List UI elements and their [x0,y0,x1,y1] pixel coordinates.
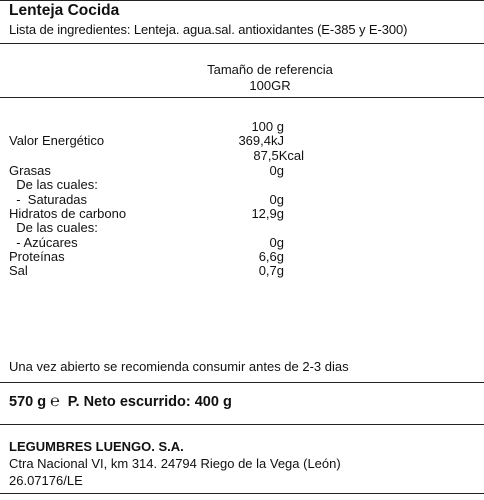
nutrient-value: 369,4kJ [238,133,284,148]
company-name: LEGUMBRES LUENGO. S.A. [9,439,184,454]
nutrient-value: 0g [269,192,284,207]
nutrient-label: Valor Energético [9,133,105,148]
nutrient-value: 6,6g [258,249,284,264]
product-name: Lenteja Cocida [9,2,120,19]
note-divider [0,382,484,383]
nutrient-label: Proteínas [9,249,65,264]
reference-divider [0,97,484,98]
drained-weight: P. Neto escurrido: 400 g [67,394,232,410]
nutrient-label: De las cuales: [9,177,98,192]
ingredients-divider [0,43,484,44]
storage-note: Una vez abierto se recomienda consumir antes de 2-3 dias [9,359,349,374]
nutrient-label: Grasas [9,163,51,178]
nutrient-label: - Saturadas [9,192,88,207]
top-divider [0,0,484,1]
reference-size: 100GR [249,78,291,93]
weights-divider [0,424,484,425]
nutrient-value: 0,7g [258,263,284,278]
nutrient-value: 12,9g [251,206,284,221]
nutrient-value: 0g [269,163,284,178]
nutrient-label: - Azúcares [9,235,78,250]
nutrient-label: Hidratos de carbono [9,206,127,221]
nutrient-value: 0g [269,235,284,250]
nutrient-label: De las cuales: [9,220,98,235]
ingredients-list: Lista de ingredientes: Lenteja. agua.sal. antioxidantes (E-385 y E-300) [9,22,408,37]
reference-label: Tamaño de referencia [207,62,333,77]
net-weight: 570 g [9,394,47,410]
estimated-sign-icon: ℮ [50,391,60,410]
nutrient-label: Sal [9,263,28,278]
registration-number: 26.07176/LE [9,473,83,488]
bottom-divider [0,493,484,494]
weights-line [9,393,232,410]
nutrient-value: 87,5Kcal [253,148,304,163]
company-address: Ctra Nacional VI, km 314. 24794 Riego de la Vega (León) [9,456,341,471]
per-amount: 100 g [251,119,284,134]
